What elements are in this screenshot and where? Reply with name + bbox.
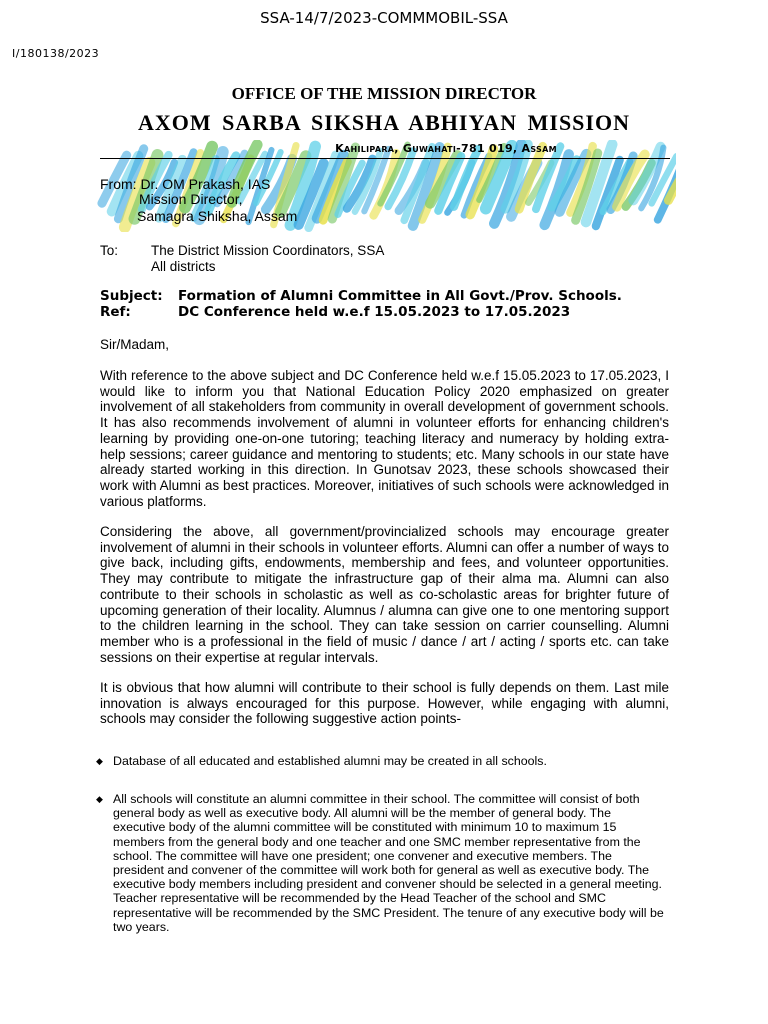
office-heading: OFFICE OF THE MISSION DIRECTOR <box>231 84 537 103</box>
bullet-text: All schools will constitute an alumni committee in their school. The committee will consist of both general body as well as executive body. All alumni will be the member of general body. The executive body of the alumni committee will be constituted with minimum 10 to maximum 15 members from the general body and one teacher and one SMC member representative from the school. The committee will have one president; one convener and executive members. The president and convener of the committee will work both for general as well as executive body. The executive body members including president and convener should be selected in a general meeting. Teacher representative will be recommended by the Head Teacher of the school and SMC representative will be recommended by the SMC President. The tenure of any executive body will be two years. <box>113 792 664 934</box>
from-designation: Mission Director, <box>139 191 243 207</box>
paragraph-1: With reference to the above subject and DC Conference held w.e.f 15.05.2023 to 17.05.2023, I would like to inform you that National Education Policy 2020 emphasized on greater involvement of all stakeholders from community in overall development of government schools. It has also recommends involvement of alumni in volunteer efforts for enhancing children's learning by providing one-on-one tutoring; teaching literacy and numeracy by holding extra-help sessions; career guidance and mentoring to students; etc. Many schools in our state have already started working in this direction. In Gunotsav 2023, these schools showcased their work with Alumni as best practices. Moreover, initiatives of such schools were acknowledged in various platforms. <box>100 368 669 509</box>
bullet-item-1 <box>96 754 666 768</box>
ref-label: Ref: <box>100 304 131 320</box>
to-recipient: The District Mission Coordinators, SSA <box>151 243 385 258</box>
subject-label: Subject: <box>100 288 163 304</box>
bullet-diamond-icon: ◆ <box>96 756 103 766</box>
salutation: Sir/Madam, <box>100 337 170 352</box>
bullet-diamond-icon: ◆ <box>96 794 103 804</box>
from-organisation: Samagra Shiksha, Assam <box>137 208 298 224</box>
ref-text: DC Conference held w.e.f 15.05.2023 to 17.05.2023 <box>178 304 571 320</box>
paragraph-2: Considering the above, all government/provincialized schools may encourage greater involvement of alumni in their schools in volunteer efforts. Alumni can offer a number of ways to give back, including gifts, endowments, membership and fees, and volunteer opportunities. They may contribute to mitigate the infrastructure gap of their alma ma. Alumni can also contribute to their schools in scholastic as well as co-scholastic areas for brighter future of upcoming generation of their locality. Alumnus / alumna can give one to one mentoring support to the children learning in the school. They can take session on carrier counselling. Alumni member who is a professional in the field of music / dance / art / acting / sports etc. can take sessions on their expertise at regular intervals. <box>100 524 669 665</box>
subject-line <box>100 288 622 304</box>
to-label: To: <box>100 243 119 258</box>
bullet-text: Database of all educated and established alumni may be created in all schools. <box>113 754 547 768</box>
subject-text: Formation of Alumni Committee in All Govt./Prov. Schools. <box>178 288 622 304</box>
from-line: From: Dr. OM Prakash, IAS <box>100 176 271 192</box>
reference-number: I/180138/2023 <box>12 47 100 60</box>
header-divider <box>100 158 670 159</box>
office-address: Kahilipara, Guwahati-781 019, Assam <box>335 142 557 155</box>
bullet-item-2 <box>96 792 666 934</box>
mission-title: AXOM SARBA SIKSHA ABHIYAN MISSION <box>138 110 630 135</box>
paragraph-3: It is obvious that how alumni will contribute to their school is fully depends on them. Last mile innovation is always encouraged for this purpose. However, while engaging with alumni, schools may consider the following suggestive action points- <box>100 680 669 727</box>
file-number: SSA-14/7/2023-COMMMOBIL-SSA <box>260 9 508 27</box>
ref-line <box>100 304 570 320</box>
to-scope: All districts <box>151 259 216 274</box>
